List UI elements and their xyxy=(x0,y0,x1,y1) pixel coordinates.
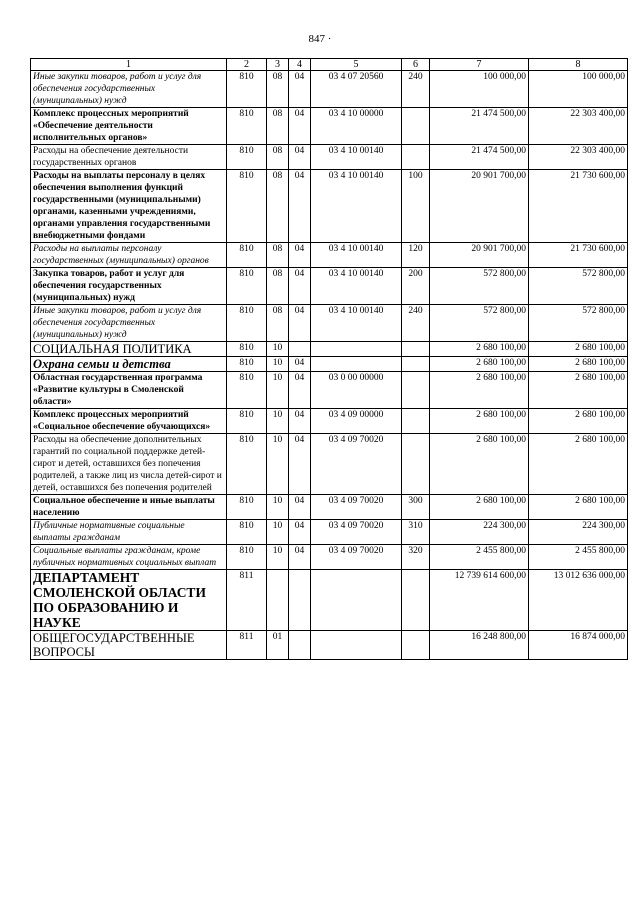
cell-amount-year2: 572 800,00 xyxy=(529,268,628,305)
cell-target-article xyxy=(311,570,402,631)
cell-section: 08 xyxy=(267,170,289,243)
row-name: Закупка товаров, работ и услуг для обеспечения государственных (муниципальных) нужд xyxy=(31,268,227,305)
cell-subsection: 04 xyxy=(289,520,311,545)
cell-ministry: 810 xyxy=(227,71,267,108)
cell-amount-year2: 2 680 100,00 xyxy=(529,372,628,409)
cell-amount-year1: 224 300,00 xyxy=(430,520,529,545)
cell-expense-type xyxy=(402,145,430,170)
cell-target-article: 03 4 10 00140 xyxy=(311,305,402,342)
cell-amount-year1: 2 680 100,00 xyxy=(430,357,529,372)
cell-amount-year2: 13 012 636 000,00 xyxy=(529,570,628,631)
cell-section xyxy=(267,570,289,631)
cell-subsection: 04 xyxy=(289,495,311,520)
table-row xyxy=(31,545,628,570)
cell-subsection: 04 xyxy=(289,372,311,409)
cell-section: 01 xyxy=(267,631,289,660)
row-name: ДЕПАРТАМЕНТ СМОЛЕНСКОЙ ОБЛАСТИ ПО ОБРАЗОВАНИЮ И НАУКЕ xyxy=(31,570,227,631)
table-row xyxy=(31,71,628,108)
cell-expense-type xyxy=(402,342,430,357)
cell-amount-year1: 2 680 100,00 xyxy=(430,342,529,357)
cell-amount-year1: 572 800,00 xyxy=(430,268,529,305)
cell-amount-year2: 22 303 400,00 xyxy=(529,145,628,170)
cell-ministry: 810 xyxy=(227,108,267,145)
row-name: Социальное обеспечение и иные выплаты населению xyxy=(31,495,227,520)
cell-target-article: 03 4 10 00000 xyxy=(311,108,402,145)
cell-amount-year2: 2 680 100,00 xyxy=(529,434,628,495)
cell-ministry: 810 xyxy=(227,305,267,342)
cell-section: 10 xyxy=(267,545,289,570)
row-name: Расходы на выплаты персоналу государственных (муниципальных) органов xyxy=(31,243,227,268)
table-row xyxy=(31,357,628,372)
cell-expense-type xyxy=(402,631,430,660)
cell-subsection: 04 xyxy=(289,243,311,268)
cell-ministry: 810 xyxy=(227,268,267,305)
cell-section: 10 xyxy=(267,372,289,409)
table-row xyxy=(31,495,628,520)
cell-amount-year1: 2 455 800,00 xyxy=(430,545,529,570)
header-cell: 6 xyxy=(402,59,430,71)
table-row xyxy=(31,108,628,145)
cell-section: 08 xyxy=(267,145,289,170)
row-name: Публичные нормативные социальные выплаты гражданам xyxy=(31,520,227,545)
cell-subsection: 04 xyxy=(289,71,311,108)
cell-ministry: 810 xyxy=(227,145,267,170)
cell-expense-type: 240 xyxy=(402,305,430,342)
table-row xyxy=(31,631,628,660)
row-name: ОБЩЕГОСУДАРСТВЕННЫЕ ВОПРОСЫ xyxy=(31,631,227,660)
cell-section: 10 xyxy=(267,434,289,495)
cell-expense-type xyxy=(402,108,430,145)
cell-amount-year2: 224 300,00 xyxy=(529,520,628,545)
cell-expense-type: 100 xyxy=(402,170,430,243)
header-cell: 7 xyxy=(430,59,529,71)
cell-amount-year1: 20 901 700,00 xyxy=(430,170,529,243)
cell-ministry: 810 xyxy=(227,520,267,545)
cell-target-article: 03 4 10 00140 xyxy=(311,145,402,170)
cell-target-article xyxy=(311,631,402,660)
cell-subsection: 04 xyxy=(289,145,311,170)
cell-subsection: 04 xyxy=(289,305,311,342)
cell-section: 10 xyxy=(267,520,289,545)
cell-amount-year2: 2 680 100,00 xyxy=(529,495,628,520)
row-name: Социальные выплаты гражданам, кроме публичных нормативных социальных выплат xyxy=(31,545,227,570)
cell-section: 08 xyxy=(267,268,289,305)
cell-subsection xyxy=(289,570,311,631)
cell-subsection xyxy=(289,631,311,660)
row-name: СОЦИАЛЬНАЯ ПОЛИТИКА xyxy=(31,342,227,357)
cell-target-article: 03 4 09 70020 xyxy=(311,545,402,570)
cell-amount-year2: 22 303 400,00 xyxy=(529,108,628,145)
header-cell: 8 xyxy=(529,59,628,71)
cell-target-article: 03 4 10 00140 xyxy=(311,170,402,243)
table-row xyxy=(31,570,628,631)
cell-subsection: 04 xyxy=(289,108,311,145)
table-row xyxy=(31,305,628,342)
cell-amount-year2: 2 680 100,00 xyxy=(529,409,628,434)
table-row xyxy=(31,434,628,495)
cell-amount-year2: 16 874 000,00 xyxy=(529,631,628,660)
table-row xyxy=(31,268,628,305)
cell-expense-type: 240 xyxy=(402,71,430,108)
table-row xyxy=(31,372,628,409)
cell-section: 10 xyxy=(267,342,289,357)
cell-expense-type xyxy=(402,570,430,631)
cell-expense-type: 300 xyxy=(402,495,430,520)
cell-subsection: 04 xyxy=(289,409,311,434)
cell-ministry: 810 xyxy=(227,434,267,495)
cell-expense-type xyxy=(402,357,430,372)
row-name: Охрана семьи и детства xyxy=(31,357,227,372)
table-row xyxy=(31,520,628,545)
cell-expense-type: 200 xyxy=(402,268,430,305)
cell-target-article: 03 4 10 00140 xyxy=(311,268,402,305)
cell-ministry: 810 xyxy=(227,409,267,434)
cell-section: 10 xyxy=(267,357,289,372)
cell-section: 08 xyxy=(267,243,289,268)
table-row xyxy=(31,409,628,434)
cell-amount-year1: 20 901 700,00 xyxy=(430,243,529,268)
header-cell: 2 xyxy=(227,59,267,71)
cell-subsection: 04 xyxy=(289,434,311,495)
cell-target-article xyxy=(311,357,402,372)
cell-ministry: 811 xyxy=(227,570,267,631)
cell-amount-year1: 2 680 100,00 xyxy=(430,434,529,495)
cell-target-article: 03 4 10 00140 xyxy=(311,243,402,268)
header-cell: 3 xyxy=(267,59,289,71)
table-row xyxy=(31,243,628,268)
cell-section: 10 xyxy=(267,495,289,520)
table-row xyxy=(31,342,628,357)
cell-target-article: 03 4 09 70020 xyxy=(311,434,402,495)
header-cell: 1 xyxy=(31,59,227,71)
cell-subsection xyxy=(289,342,311,357)
cell-amount-year2: 2 455 800,00 xyxy=(529,545,628,570)
row-name: Расходы на выплаты персоналу в целях обеспечения выполнения функций государственными (муниципальными) органами, казенными учреждениями, органами управления государственными внебюджетными фондами xyxy=(31,170,227,243)
cell-expense-type xyxy=(402,409,430,434)
header-cell: 5 xyxy=(311,59,402,71)
cell-amount-year1: 100 000,00 xyxy=(430,71,529,108)
cell-amount-year2: 100 000,00 xyxy=(529,71,628,108)
cell-amount-year2: 2 680 100,00 xyxy=(529,342,628,357)
cell-amount-year1: 12 739 614 600,00 xyxy=(430,570,529,631)
cell-amount-year1: 21 474 500,00 xyxy=(430,145,529,170)
cell-target-article: 03 4 07 20560 xyxy=(311,71,402,108)
row-name: Расходы на обеспечение деятельности государственных органов xyxy=(31,145,227,170)
cell-ministry: 810 xyxy=(227,372,267,409)
row-name: Расходы на обеспечение дополнительных гарантий по социальной поддержке детей-сирот и детей, оставшихся без попечения родителей, а также лиц из числа детей-сирот и детей, оставшихся без попечения родителей xyxy=(31,434,227,495)
cell-amount-year1: 572 800,00 xyxy=(430,305,529,342)
row-name: Комплекс процессных мероприятий «Обеспечение деятельности исполнительных органов» xyxy=(31,108,227,145)
cell-expense-type: 320 xyxy=(402,545,430,570)
cell-ministry: 810 xyxy=(227,342,267,357)
cell-ministry: 810 xyxy=(227,545,267,570)
cell-amount-year2: 21 730 600,00 xyxy=(529,243,628,268)
cell-section: 08 xyxy=(267,305,289,342)
row-name: Иные закупки товаров, работ и услуг для обеспечения государственных (муниципальных) нужд xyxy=(31,305,227,342)
cell-subsection: 04 xyxy=(289,545,311,570)
row-name: Комплекс процессных мероприятий «Социальное обеспечение обучающихся» xyxy=(31,409,227,434)
table-row xyxy=(31,145,628,170)
cell-amount-year2: 2 680 100,00 xyxy=(529,357,628,372)
cell-amount-year1: 21 474 500,00 xyxy=(430,108,529,145)
row-name: Иные закупки товаров, работ и услуг для обеспечения государственных (муниципальных) нужд xyxy=(31,71,227,108)
cell-amount-year1: 16 248 800,00 xyxy=(430,631,529,660)
cell-ministry: 810 xyxy=(227,170,267,243)
cell-subsection: 04 xyxy=(289,268,311,305)
cell-amount-year1: 2 680 100,00 xyxy=(430,495,529,520)
cell-amount-year2: 21 730 600,00 xyxy=(529,170,628,243)
cell-expense-type xyxy=(402,434,430,495)
cell-amount-year1: 2 680 100,00 xyxy=(430,409,529,434)
cell-ministry: 810 xyxy=(227,243,267,268)
cell-amount-year2: 572 800,00 xyxy=(529,305,628,342)
header-row xyxy=(31,59,628,71)
cell-target-article: 03 4 09 00000 xyxy=(311,409,402,434)
cell-ministry: 811 xyxy=(227,631,267,660)
cell-amount-year1: 2 680 100,00 xyxy=(430,372,529,409)
table-row xyxy=(31,170,628,243)
cell-section: 10 xyxy=(267,409,289,434)
cell-subsection: 04 xyxy=(289,170,311,243)
cell-expense-type: 310 xyxy=(402,520,430,545)
cell-target-article xyxy=(311,342,402,357)
budget-table xyxy=(30,58,628,660)
cell-section: 08 xyxy=(267,108,289,145)
cell-target-article: 03 0 00 00000 xyxy=(311,372,402,409)
page-number: 847 · xyxy=(308,33,332,45)
row-name: Областная государственная программа «Развитие культуры в Смоленской области» xyxy=(31,372,227,409)
cell-expense-type xyxy=(402,372,430,409)
header-cell: 4 xyxy=(289,59,311,71)
cell-section: 08 xyxy=(267,71,289,108)
cell-ministry: 810 xyxy=(227,357,267,372)
cell-target-article: 03 4 09 70020 xyxy=(311,520,402,545)
cell-subsection: 04 xyxy=(289,357,311,372)
cell-ministry: 810 xyxy=(227,495,267,520)
cell-expense-type: 120 xyxy=(402,243,430,268)
cell-target-article: 03 4 09 70020 xyxy=(311,495,402,520)
